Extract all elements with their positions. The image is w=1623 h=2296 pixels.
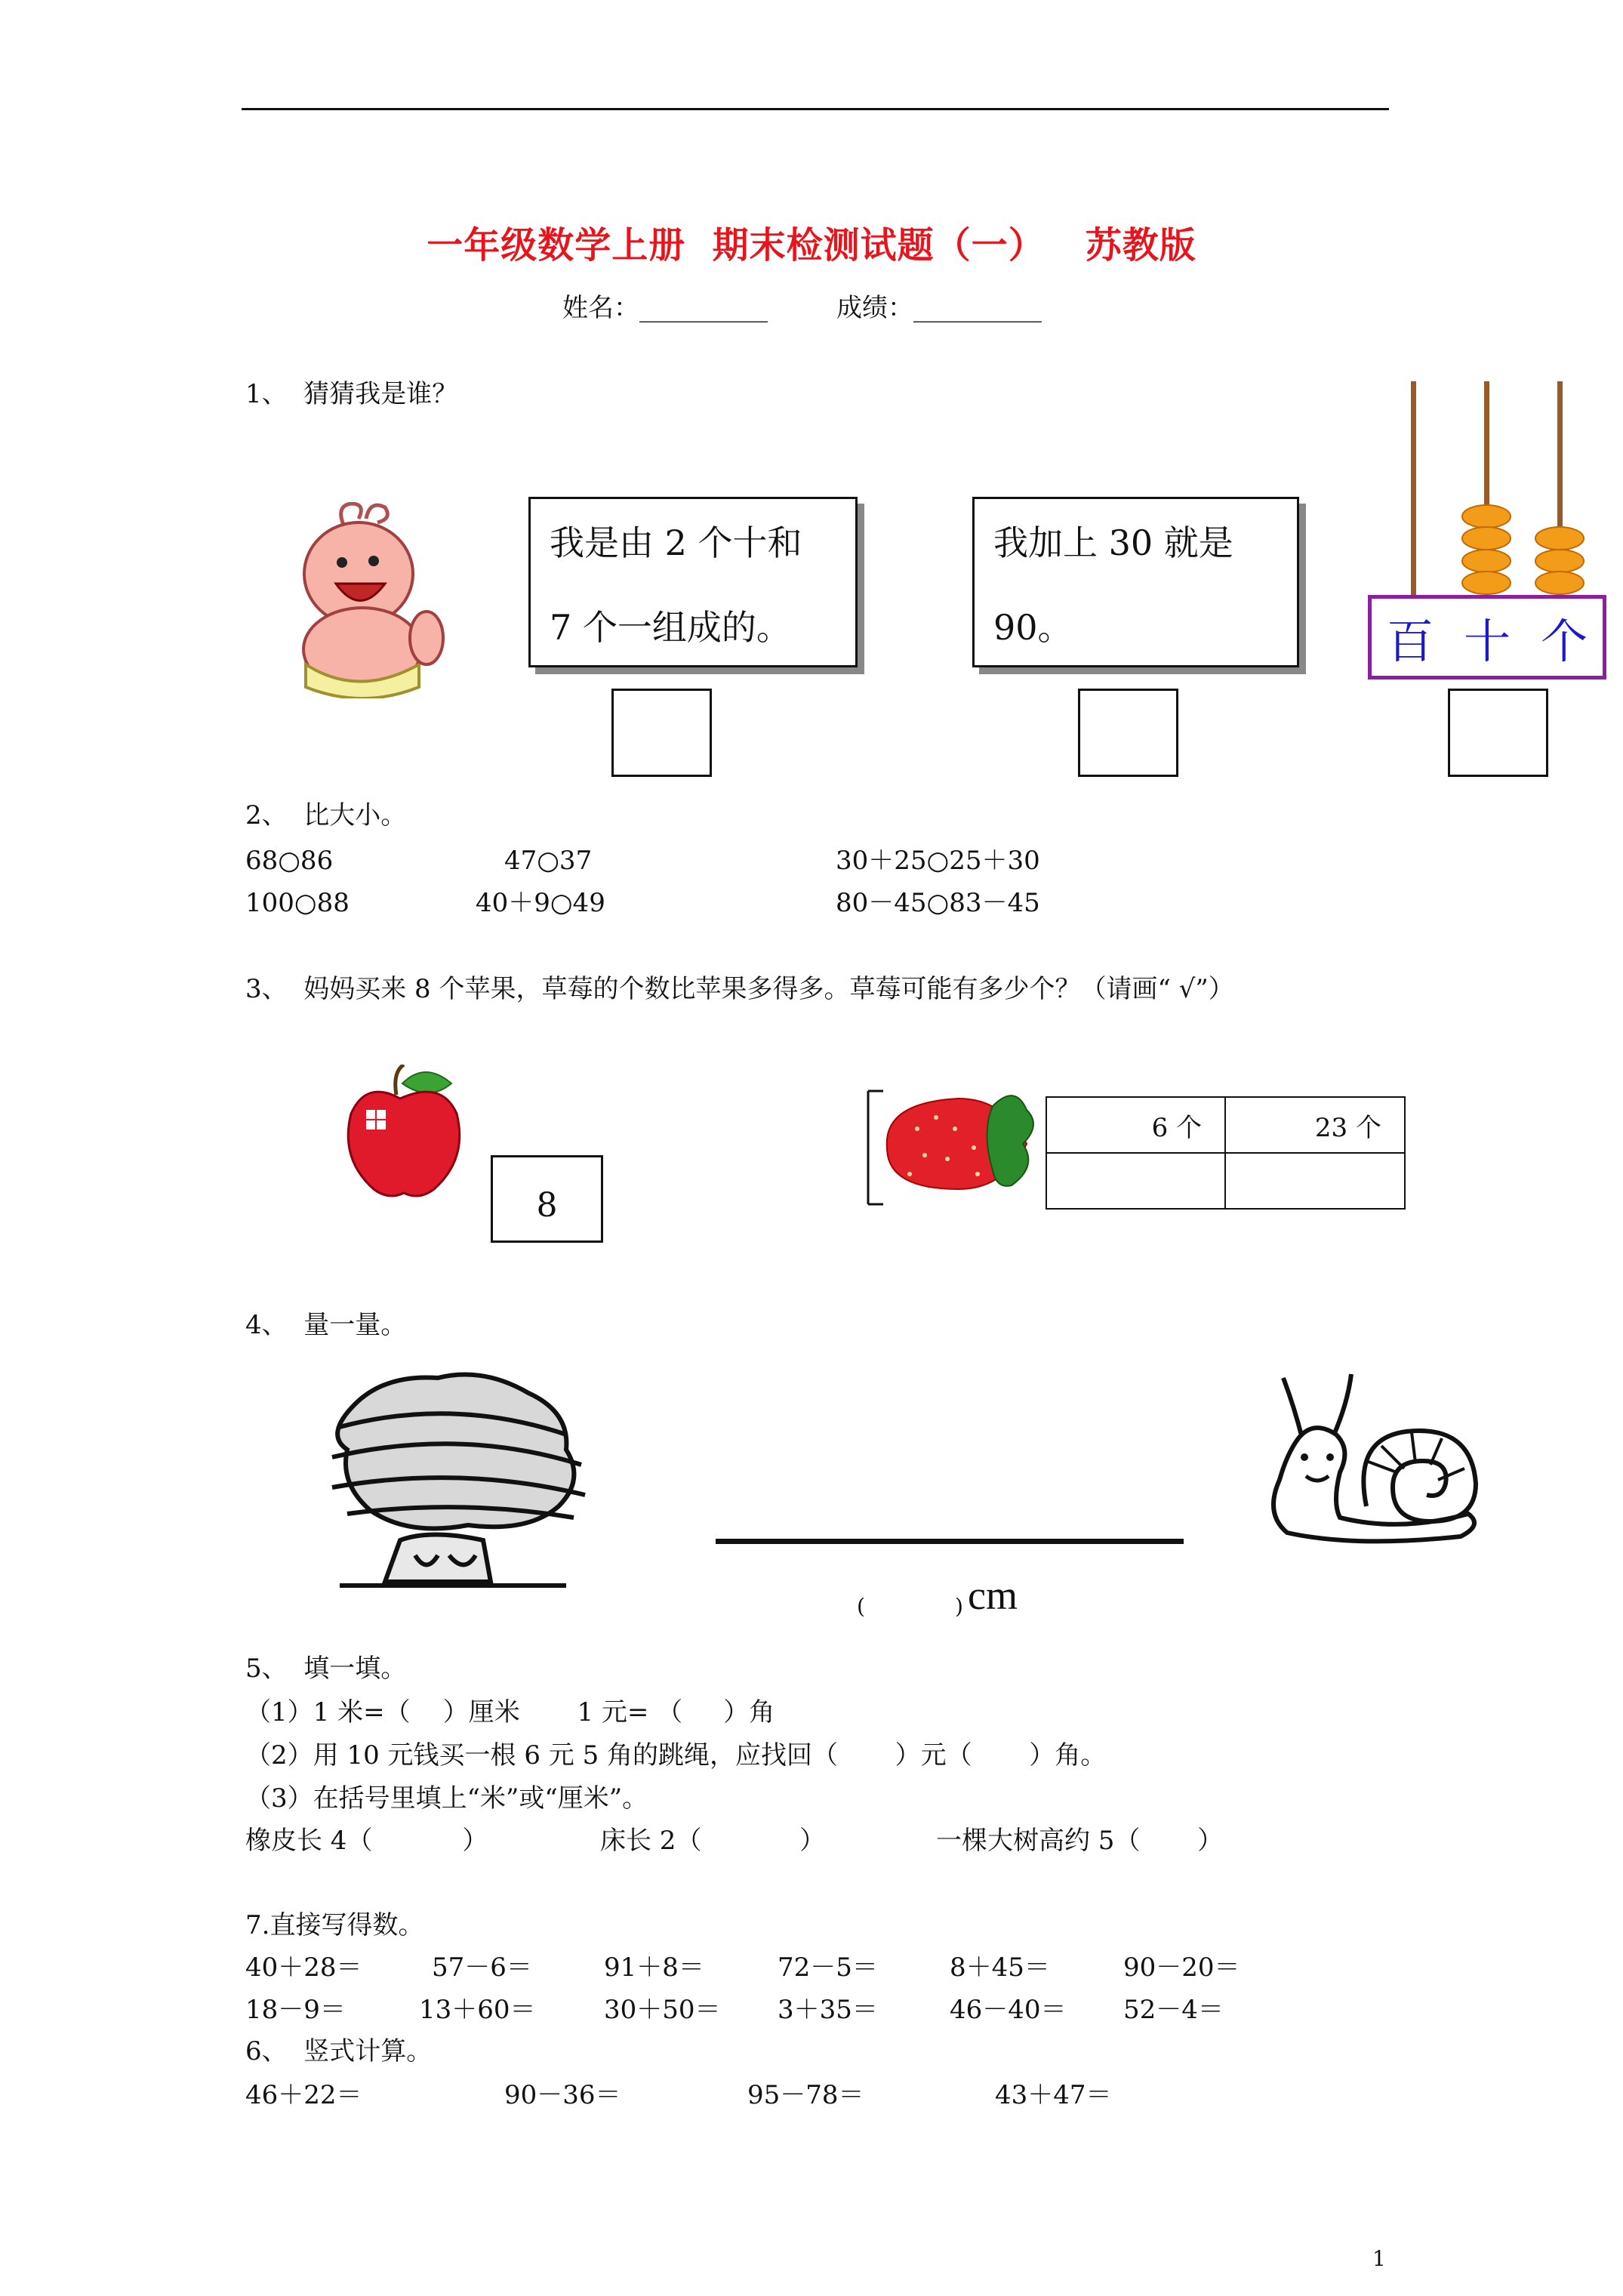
check-cell-6[interactable] xyxy=(1046,1153,1225,1209)
mental-9[interactable]: 30＋50＝ xyxy=(604,1995,721,2025)
riddle-2-line-1: 我加上 30 就是 xyxy=(993,522,1233,563)
q5-line-4b[interactable]: 床长 2（ ） xyxy=(600,1826,826,1856)
compare-4[interactable]: 100○88 xyxy=(245,888,350,918)
q4-heading: 4、 量一量。 xyxy=(245,1310,407,1340)
measure-answer-blank[interactable] xyxy=(876,1593,947,1619)
riddle-2-line-2: 90。 xyxy=(993,607,1073,648)
riddle-1-line-1: 我是由 2 个十和 xyxy=(550,522,802,563)
check-cell-23[interactable] xyxy=(1225,1153,1405,1209)
mental-10[interactable]: 3＋35＝ xyxy=(778,1995,878,2025)
page-title: 一年级数学上册 期末检测试题（一） 苏教版 xyxy=(427,224,1196,267)
abacus-label-ones: 个 xyxy=(1540,613,1588,669)
tree-illustration xyxy=(317,1367,604,1589)
q5-line-3: （3）在括号里填上“米”或“厘米”。 xyxy=(245,1783,648,1814)
apple-count: 8 xyxy=(536,1186,558,1225)
q6-heading: 6、 竖式计算。 xyxy=(245,2036,433,2066)
mental-7[interactable]: 18－9＝ xyxy=(245,1995,346,2025)
header-rule xyxy=(242,108,1389,110)
measure-unit: cm xyxy=(968,1573,1018,1618)
mental-12[interactable]: 52－4＝ xyxy=(1123,1995,1224,2025)
compare-2[interactable]: 47○37 xyxy=(504,846,593,876)
mental-3[interactable]: 91＋8＝ xyxy=(604,1952,704,1983)
mental-2[interactable]: 57－6＝ xyxy=(432,1952,532,1983)
mental-4[interactable]: 72－5＝ xyxy=(778,1952,878,1983)
mental-1[interactable]: 40＋28＝ xyxy=(245,1952,362,1983)
q5-line-4a[interactable]: 橡皮长 4（ ） xyxy=(245,1826,488,1856)
q3-heading: 3、 妈妈买来 8 个苹果，草莓的个数比苹果多得多。草莓可能有多少个？（请画“ √”） xyxy=(245,974,1234,1004)
vertical-calc-1[interactable]: 46＋22＝ xyxy=(245,2080,362,2110)
option-23: 23 个 xyxy=(1225,1097,1405,1153)
score-field[interactable]: 成绩：__________ xyxy=(836,293,1042,323)
apple-icon xyxy=(343,1065,464,1200)
q5-line-2[interactable]: （2）用 10 元钱买一根 6 元 5 角的跳绳，应找回（ ）元（ ）角。 xyxy=(245,1740,1107,1771)
riddle-box-1 xyxy=(528,497,858,667)
q5-line-4c[interactable]: 一棵大树高约 5（ ） xyxy=(936,1826,1224,1856)
page-number: 1 xyxy=(1372,2246,1386,2271)
abacus-place-labels xyxy=(1368,595,1606,680)
vertical-calc-2[interactable]: 90－36＝ xyxy=(504,2080,621,2110)
mental-6[interactable]: 90－20＝ xyxy=(1123,1952,1240,1983)
compare-5[interactable]: 40＋9○49 xyxy=(476,888,605,918)
baby-illustration xyxy=(283,502,449,698)
compare-6[interactable]: 80－45○83－45 xyxy=(836,888,1040,918)
vertical-calc-3[interactable]: 95－78＝ xyxy=(747,2080,864,2110)
answer-box-1[interactable] xyxy=(611,689,712,777)
mental-11[interactable]: 46－40＝ xyxy=(950,1995,1067,2025)
apple-count-box xyxy=(491,1155,603,1243)
snail-illustration xyxy=(1261,1370,1495,1552)
compare-1[interactable]: 68○86 xyxy=(245,846,334,876)
q7-heading: 7.直接写得数。 xyxy=(245,1910,424,1940)
riddle-box-2 xyxy=(972,497,1299,667)
riddle-1-line-2: 7 个一组成的。 xyxy=(550,607,791,648)
answer-box-3[interactable] xyxy=(1448,689,1548,777)
strawberry-options-table xyxy=(1046,1096,1406,1210)
compare-3[interactable]: 30＋25○25＋30 xyxy=(836,846,1040,876)
q1-heading: 1、 猜猜我是谁？ xyxy=(245,379,458,409)
answer-box-2[interactable] xyxy=(1078,689,1178,777)
measure-paren-close: ) xyxy=(955,1594,963,1619)
name-field[interactable]: 姓名：__________ xyxy=(562,293,768,323)
option-6: 6 个 xyxy=(1046,1097,1225,1153)
q2-heading: 2、 比大小。 xyxy=(245,800,407,831)
mental-5[interactable]: 8＋45＝ xyxy=(950,1952,1050,1983)
measure-paren-open: ( xyxy=(857,1594,865,1619)
abacus-label-tens: 十 xyxy=(1463,613,1511,669)
strawberry-icon xyxy=(864,1083,1046,1208)
measure-line xyxy=(716,1539,1184,1544)
q5-line-1[interactable]: （1）1 米=（ ）厘米 1 元= （ ）角 xyxy=(245,1697,775,1727)
q5-heading: 5、 填一填。 xyxy=(245,1653,407,1684)
abacus-label-hundreds: 百 xyxy=(1386,613,1434,669)
vertical-calc-4[interactable]: 43＋47＝ xyxy=(995,2080,1112,2110)
mental-8[interactable]: 13＋60＝ xyxy=(419,1995,536,2025)
